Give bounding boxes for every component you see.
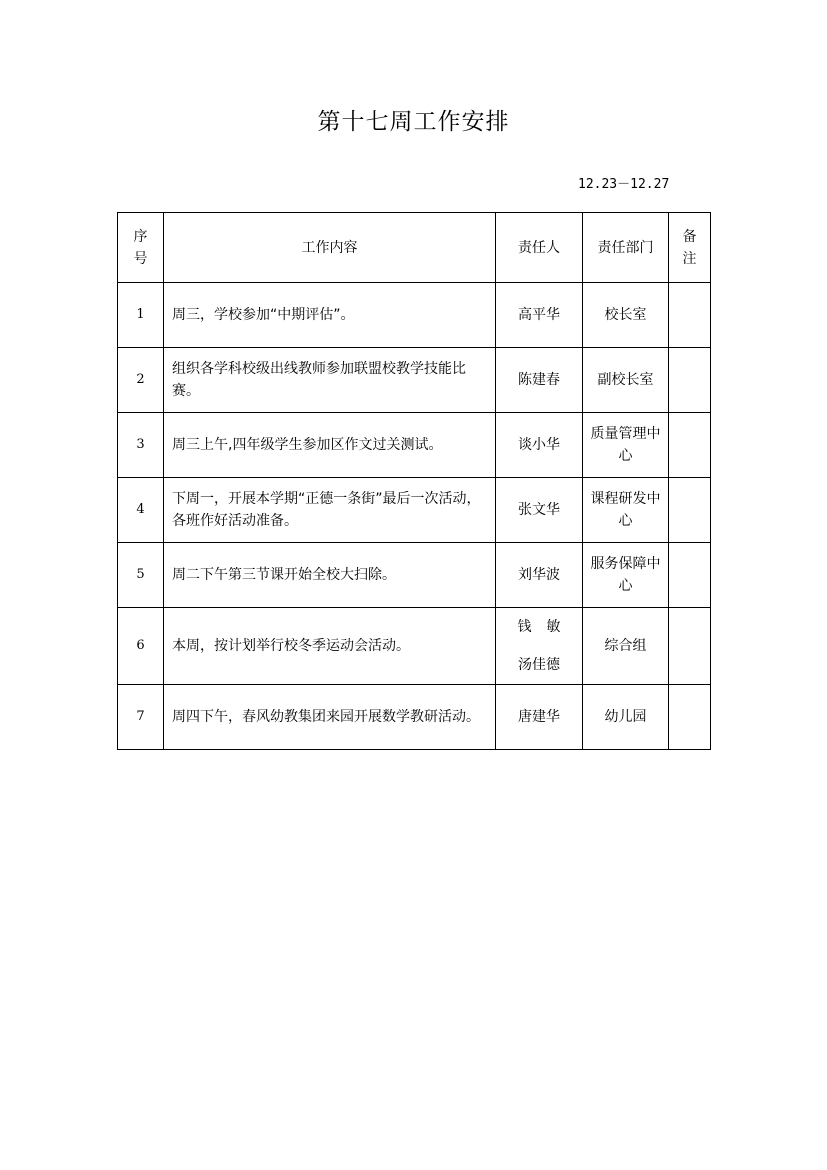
row-dept: 质量管理中心 xyxy=(583,413,669,478)
table-row xyxy=(118,608,711,685)
row-note xyxy=(669,283,711,348)
table-row xyxy=(118,348,711,413)
person-name: 汤佳德 xyxy=(518,657,560,673)
row-num: 2 xyxy=(118,348,164,413)
table-row xyxy=(118,543,711,608)
row-content: 周二下午第三节课开始全校大扫除。 xyxy=(164,543,496,608)
header-person: 责任人 xyxy=(496,213,583,283)
schedule-table xyxy=(117,212,711,750)
person-name: 钱敏 xyxy=(517,619,576,635)
page-title: 第十七周工作安排 xyxy=(317,109,510,135)
row-note xyxy=(669,348,711,413)
table-row xyxy=(118,283,711,348)
row-dept: 综合组 xyxy=(583,608,669,685)
row-note xyxy=(669,413,711,478)
row-content: 周三，学校参加“中期评估”。 xyxy=(164,283,496,348)
date-range: 12.23－12.27 xyxy=(578,177,670,192)
row-dept: 幼儿园 xyxy=(583,685,669,750)
row-dept: 副校长室 xyxy=(583,348,669,413)
row-person: 唐建华 xyxy=(496,685,583,750)
row-person xyxy=(496,608,583,685)
row-content: 周四下午，春风幼教集团来园开展数学教研活动。 xyxy=(164,685,496,750)
row-dept: 服务保障中心 xyxy=(583,543,669,608)
row-dept: 课程研发中心 xyxy=(583,478,669,543)
row-note xyxy=(669,685,711,750)
row-content: 周三上午,四年级学生参加区作文过关测试。 xyxy=(164,413,496,478)
header-num: 序号 xyxy=(118,213,164,283)
row-person: 高平华 xyxy=(496,283,583,348)
row-num: 1 xyxy=(118,283,164,348)
row-num: 6 xyxy=(118,608,164,685)
row-content: 本周，按计划举行校冬季运动会活动。 xyxy=(164,608,496,685)
row-num: 7 xyxy=(118,685,164,750)
row-content: 下周一，开展本学期“正德一条街”最后一次活动，各班作好活动准备。 xyxy=(164,478,496,543)
table-header-row xyxy=(118,213,711,283)
header-note: 备注 xyxy=(669,213,711,283)
row-dept: 校长室 xyxy=(583,283,669,348)
row-person: 谈小华 xyxy=(496,413,583,478)
row-person: 刘华波 xyxy=(496,543,583,608)
row-content: 组织各学科校级出线教师参加联盟校教学技能比赛。 xyxy=(164,348,496,413)
table-row xyxy=(118,413,711,478)
header-dept: 责任部门 xyxy=(583,213,669,283)
row-note xyxy=(669,478,711,543)
row-person: 张文华 xyxy=(496,478,583,543)
header-content: 工作内容 xyxy=(164,213,496,283)
row-note xyxy=(669,543,711,608)
row-num: 3 xyxy=(118,413,164,478)
table-row xyxy=(118,685,711,750)
row-num: 4 xyxy=(118,478,164,543)
row-person: 陈建春 xyxy=(496,348,583,413)
row-note xyxy=(669,608,711,685)
table-row xyxy=(118,478,711,543)
row-num: 5 xyxy=(118,543,164,608)
